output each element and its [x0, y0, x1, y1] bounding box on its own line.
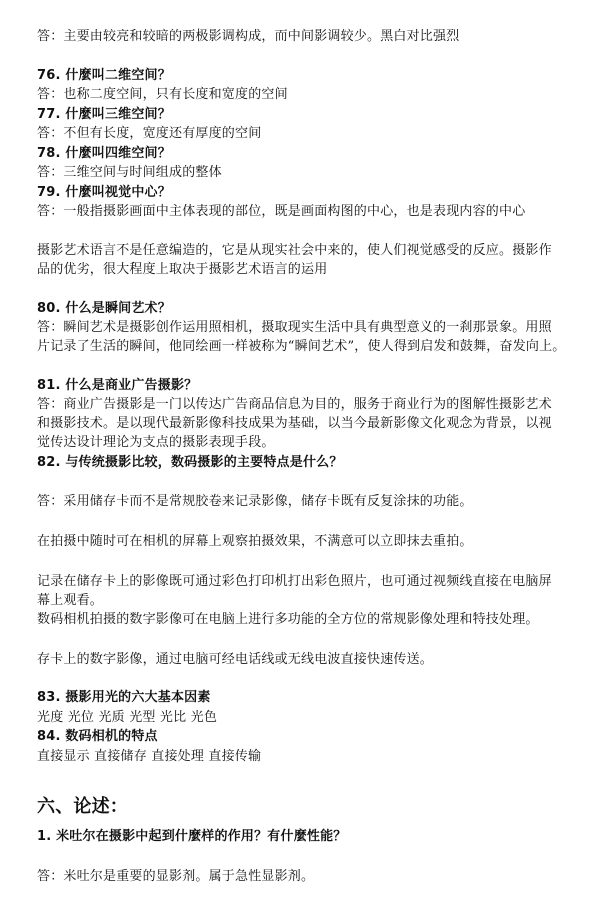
- question-heading: 82. 与传统摄影比较，数码摄影的主要特点是什么？: [37, 455, 343, 470]
- question-heading: 83. 摄影用光的六大基本因素: [37, 690, 211, 705]
- text-line: 片记录了生活的瞬间，他同绘画一样被称为“瞬间艺术”，使人得到启发和鼓舞，奋发向上。: [37, 339, 566, 354]
- question-heading: 77. 什麼叫三维空间？: [37, 107, 171, 122]
- text-line: 幕上观看。: [37, 593, 104, 608]
- text-line: 答：三维空间与时间组成的整体: [37, 165, 222, 180]
- section-heading: 六、论述：: [37, 796, 128, 817]
- text-line: 存卡上的数字影像，通过电脑可经电话线或无线电波直接快速传送。: [37, 652, 434, 667]
- text-line: 答：采用储存卡而不是常规胶卷来记录影像，储存卡既有反复涂抹的功能。: [37, 494, 473, 509]
- question-heading: 79. 什麼叫视觉中心？: [37, 185, 171, 200]
- text-line: 答：不但有长度，宽度还有厚度的空间: [37, 126, 262, 141]
- text-line: 和摄影技术。是以现代最新影像科技成果为基础，以当今最新影像文化观念为背景，以视: [37, 416, 552, 431]
- text-line: 记录在储存卡上的影像既可通过彩色打印机打出彩色照片，也可通过视频线直接在电脑屏: [37, 574, 552, 589]
- text-line: 答：瞬间艺术是摄影创作运用照相机，摄取现实生活中具有典型意义的一刹那景象。用照: [37, 320, 552, 335]
- text-line: 答：也称二度空间，只有长度和宽度的空间: [37, 87, 288, 102]
- text-line: 觉传达设计理论为支点的摄影表现手段。: [37, 435, 275, 450]
- text-line: 答：商业广告摄影是一门以传达广告商品信息为目的，服务于商业行为的图解性摄影艺术: [37, 397, 552, 412]
- text-line: 数码相机拍摄的数字影像可在电脑上进行多功能的全方位的常规影像处理和特技处理。: [37, 612, 539, 627]
- text-line: 品的优劣，很大程度上取决于摄影艺术语言的运用: [37, 262, 328, 277]
- question-heading: 78. 什麼叫四维空间？: [37, 146, 171, 161]
- question-heading: 81. 什么是商业广告摄影？: [37, 378, 198, 393]
- question-heading: 1. 米吐尔在摄影中起到什麼样的作用？有什麼性能？: [37, 829, 347, 844]
- question-heading: 84. 数码相机的特点: [37, 729, 158, 744]
- text-line: 光度 光位 光质 光型 光比 光色: [37, 710, 218, 725]
- text-line: 在拍摄中随时可在相机的屏幕上观察拍摄效果，不满意可以立即抹去重拍。: [37, 534, 473, 549]
- text-line: 答：主要由较亮和较暗的两极影调构成，而中间影调较少。黑白对比强烈: [37, 29, 460, 44]
- text-line: 答：米吐尔是重要的显影剂。属于急性显影剂。: [37, 869, 315, 884]
- question-heading: 76. 什麼叫二维空间？: [37, 68, 171, 83]
- text-line: 摄影艺术语言不是任意编造的，它是从现实社会中来的，使人们视觉感受的反应。摄影作: [37, 243, 552, 258]
- text-line: 答：一般指摄影画面中主体表现的部位，既是画面构图的中心，也是表现内容的中心: [37, 204, 526, 219]
- text-line: 直接显示 直接储存 直接处理 直接传输: [37, 749, 262, 764]
- question-heading: 80. 什么是瞬间艺术？: [37, 301, 171, 316]
